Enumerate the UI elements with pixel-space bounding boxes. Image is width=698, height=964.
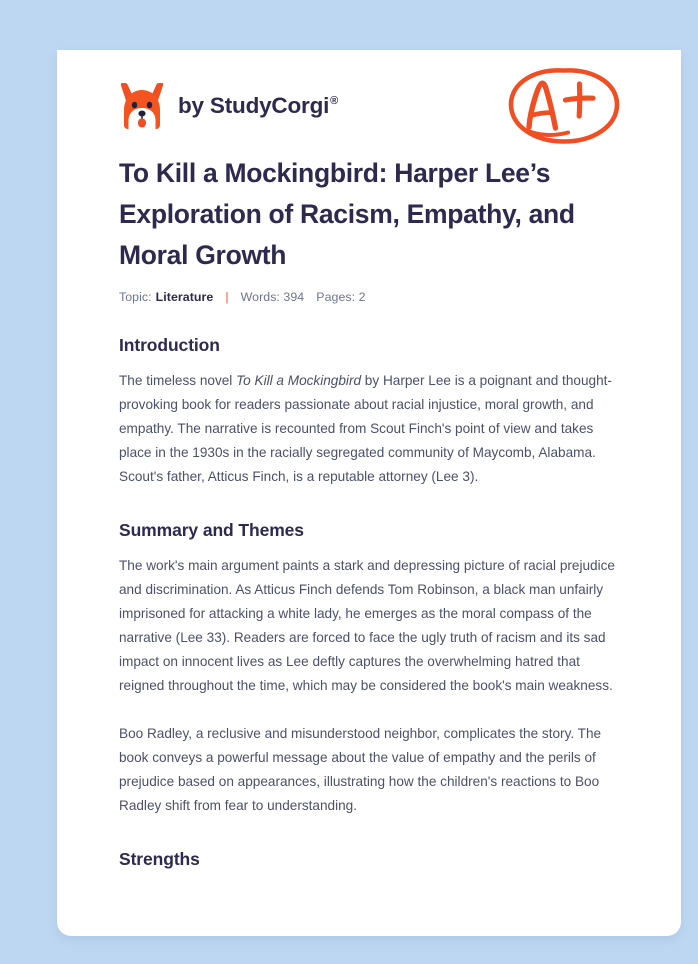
document-header — [119, 50, 619, 150]
meta-topic-label: Topic: — [119, 290, 152, 304]
paragraph-text: Boo Radley, a reclusive and misunderstood neighbor, complicates the story. The book conveys a powerful message about the value of empathy and the perils of prejudice based on appearances, illustrating how the children's reactions to Boo Radley shift from fear to understanding. — [119, 726, 602, 813]
corgi-logo-icon — [119, 81, 165, 131]
registered-trademark-icon: ® — [330, 95, 339, 108]
brand-prefix: by — [178, 92, 210, 118]
document-body — [119, 335, 619, 870]
page-title: To Kill a Mockingbird: Harper Lee’s Exploration of Racism, Empathy, and Moral Growth — [119, 158, 575, 270]
document-page-card — [57, 50, 681, 936]
section-heading: Summary and Themes — [119, 520, 304, 540]
meta-separator: | — [225, 290, 229, 304]
brand-text — [178, 92, 339, 118]
document-content-area — [57, 50, 681, 870]
section-heading: Strengths — [119, 849, 200, 869]
body-paragraph — [119, 722, 619, 818]
document-meta — [119, 290, 619, 304]
paragraph-text: The work's main argument paints a stark and depressing picture of racial prejudice and discrimination. As Atticus Finch defends Tom Robinson, a black man unfairly imprisoned for attacking a white lady, he emerges as the moral compass of the narrative (Lee 33). Readers are forced to face the ugly truth of racism and its sad impact on innocent lives as Lee deftly captures the overwhelming hatred that reigned throughout the time, which may be considered the book's main weakness. — [119, 558, 615, 693]
meta-page-count: Pages: 2 — [316, 290, 366, 304]
meta-word-count: Words: 394 — [240, 290, 305, 304]
book-title-emphasis: To Kill a Mockingbird — [236, 373, 362, 388]
body-paragraph — [119, 554, 619, 698]
body-paragraph — [119, 369, 619, 489]
meta-topic-value[interactable]: Literature — [155, 290, 214, 304]
section-heading: Introduction — [119, 335, 220, 355]
brand-lockup[interactable] — [119, 81, 338, 131]
paragraph-text: The timeless novel — [119, 373, 237, 388]
paragraph-text: by Harper Lee is a poignant and thought-provoking book for readers passionate about racial injustice, moral growth, and empathy. The narrative is recounted from Scout Finch's point of view and takes place in the 1930s in the racially segregated community of Maycomb, Alabama. Scout's father, Atticus Finch, is a reputable attorney (Lee 3). — [119, 373, 612, 484]
brand-name: StudyCorgi — [209, 92, 330, 118]
a-plus-badge-icon — [505, 63, 623, 149]
